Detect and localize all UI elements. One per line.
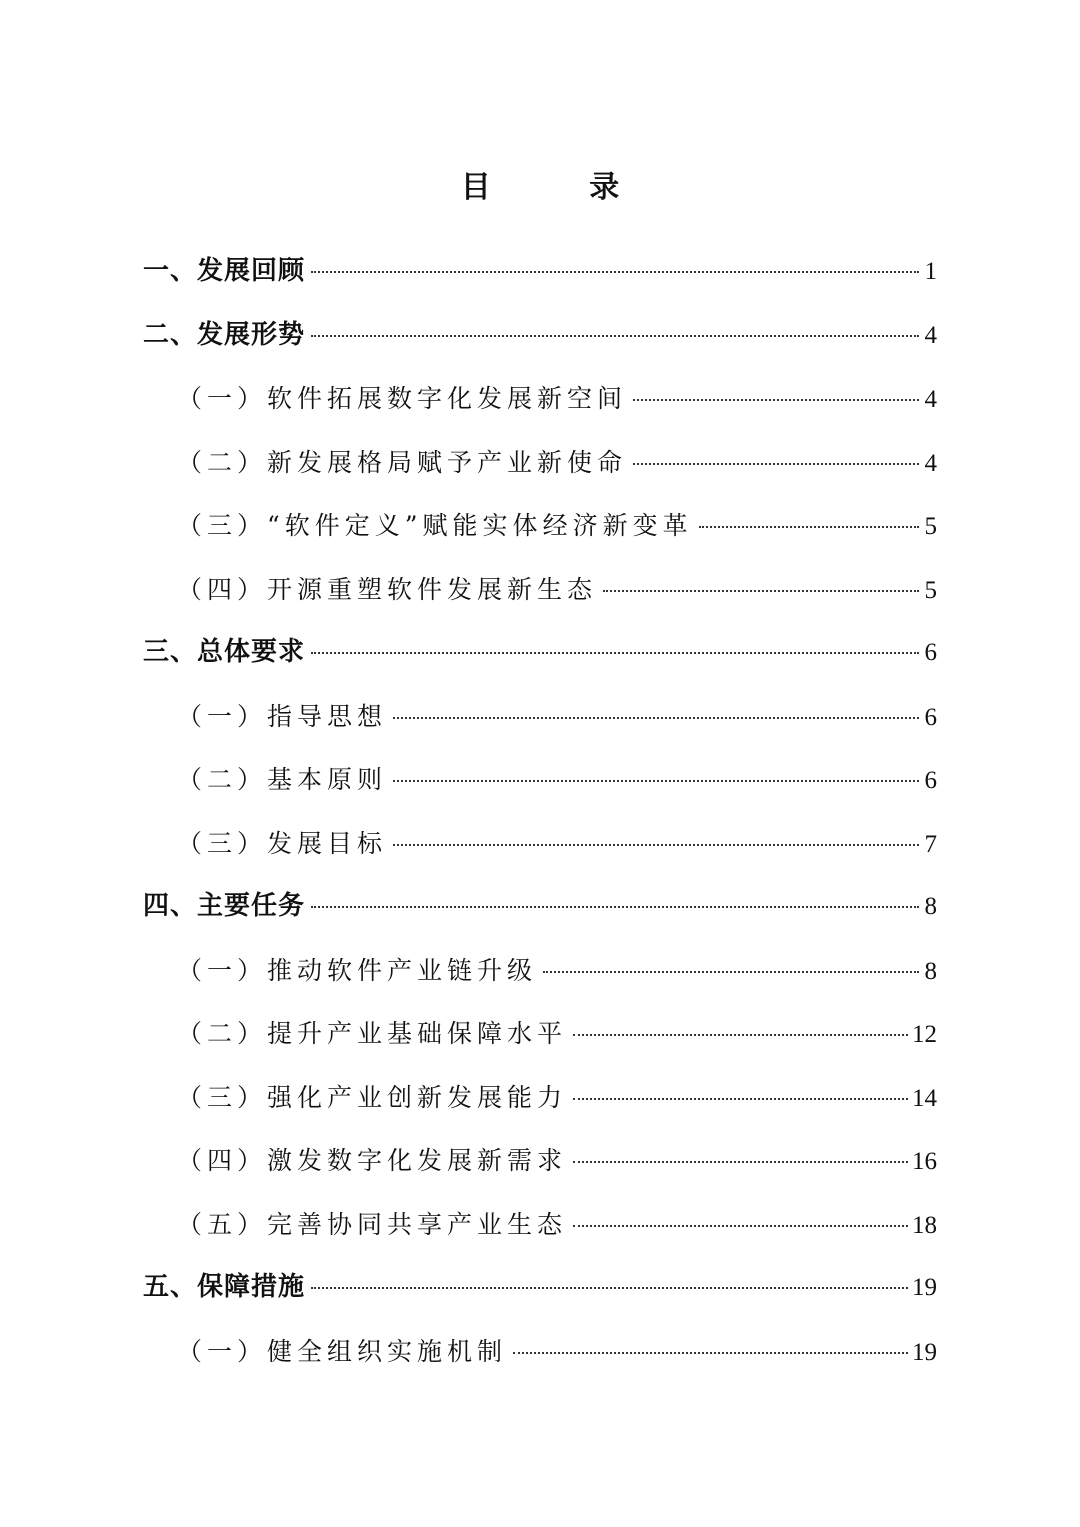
toc-subentry[interactable] [143, 1002, 937, 1066]
toc-entry-text: （三）“软件定义”赋能实体经济新变革 [177, 511, 693, 540]
toc-entry-page: 5 [924, 513, 937, 540]
dot-leader [311, 271, 919, 273]
toc-entry-text: （五）完善协同共享产业生态 [177, 1209, 568, 1239]
toc-title: 目 录 [460, 170, 664, 205]
dot-leader [311, 906, 919, 908]
toc-subentry[interactable] [143, 1066, 937, 1130]
toc-entry-page: 4 [924, 321, 937, 349]
toc-entry-text: （四）开源重塑软件发展新生态 [177, 574, 598, 604]
toc-entry-text: （三）发展目标 [177, 828, 388, 858]
toc-entry-page: 14 [912, 1084, 937, 1112]
dot-leader [633, 399, 919, 401]
toc-entry-text: （三）强化产业创新发展能力 [177, 1082, 568, 1112]
toc-entry-text: （二）新发展格局赋予产业新使命 [177, 447, 628, 477]
toc-entry-page: 8 [924, 957, 937, 985]
toc-entry-page: 19 [912, 1274, 937, 1301]
toc-entry-page: 1 [924, 258, 937, 285]
toc-entry-page: 7 [924, 830, 937, 858]
toc-entry-text: （一）指导思想 [177, 701, 388, 731]
toc-entry[interactable] [143, 1256, 937, 1320]
toc-subentry[interactable] [143, 558, 937, 622]
dot-leader [393, 780, 919, 782]
toc-entry-page: 6 [924, 767, 937, 794]
dot-leader [633, 463, 919, 465]
dot-leader [573, 1225, 908, 1227]
toc-entry[interactable] [143, 304, 937, 368]
toc-entry-page: 6 [924, 639, 937, 666]
dot-leader [393, 844, 919, 846]
toc-entry-page: 19 [912, 1338, 937, 1366]
toc-entry[interactable] [143, 875, 937, 939]
toc-subentry[interactable] [143, 812, 937, 876]
toc-entry-page: 5 [924, 576, 937, 604]
toc-subentry[interactable] [143, 685, 937, 749]
toc-entry-text: （二）提升产业基础保障水平 [177, 1019, 568, 1048]
toc-entry-text: （四）激发数字化发展新需求 [177, 1146, 568, 1175]
toc-entry-text: 三、总体要求 [143, 637, 306, 667]
toc-entry-page: 6 [924, 703, 937, 731]
dot-leader [513, 1352, 908, 1354]
toc-subentry[interactable] [143, 748, 937, 812]
toc-subentry[interactable] [143, 1193, 937, 1257]
dot-leader [311, 1287, 908, 1289]
toc-entry-text: 四、主要任务 [143, 891, 306, 921]
toc-subentry[interactable] [143, 939, 937, 1003]
toc-entry-page: 18 [912, 1211, 937, 1239]
toc-entry-text: 五、保障措施 [143, 1272, 306, 1302]
toc-entry-text: 一、发展回顾 [143, 256, 306, 286]
toc-entry[interactable] [143, 240, 937, 304]
dot-leader [311, 335, 919, 337]
toc-subentry[interactable] [143, 367, 937, 431]
toc-subentry[interactable] [143, 431, 937, 495]
toc-subentry[interactable] [143, 494, 937, 558]
toc-entry-page: 8 [924, 893, 937, 920]
dot-leader [393, 717, 919, 719]
dot-leader [573, 1098, 908, 1100]
toc-subentry[interactable] [143, 1320, 937, 1384]
toc-entry-text: （一）健全组织实施机制 [177, 1336, 508, 1366]
toc-entry-page: 4 [924, 449, 937, 477]
toc-list [143, 240, 937, 1383]
dot-leader [699, 526, 919, 528]
toc-entry-page: 4 [924, 386, 937, 413]
toc-entry-text: （一）软件拓展数字化发展新空间 [177, 384, 628, 413]
dot-leader [573, 1161, 908, 1163]
toc-entry[interactable] [143, 621, 937, 685]
toc-subentry[interactable] [143, 1129, 937, 1193]
toc-entry-text: （二）基本原则 [177, 765, 388, 794]
dot-leader [311, 652, 919, 654]
toc-entry-text: （一）推动软件产业链升级 [177, 955, 538, 985]
dot-leader [603, 590, 919, 592]
toc-entry-page: 12 [912, 1021, 937, 1048]
toc-entry-text: 二、发展形势 [143, 319, 306, 350]
dot-leader [543, 971, 919, 973]
toc-entry-page: 16 [912, 1148, 937, 1175]
dot-leader [573, 1034, 908, 1036]
